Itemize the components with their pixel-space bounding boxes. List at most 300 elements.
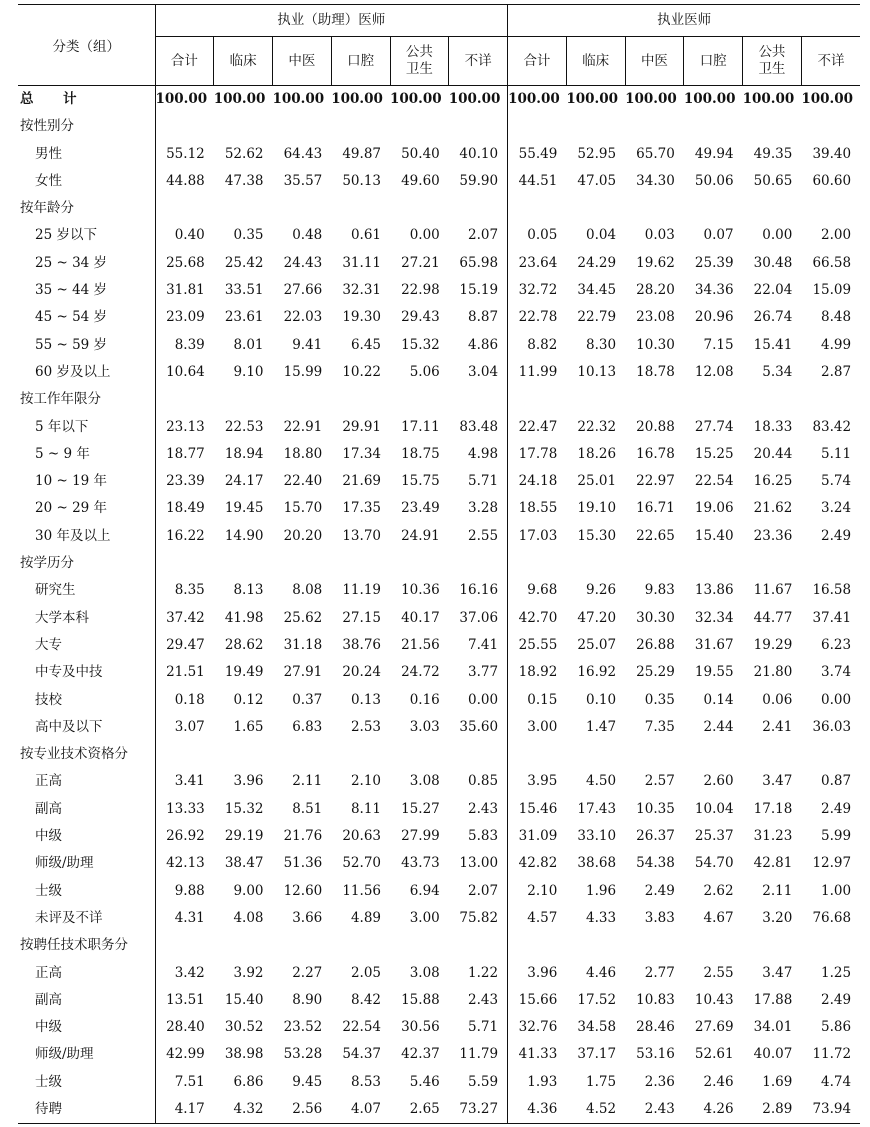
cell-value bbox=[743, 932, 802, 959]
cell-value bbox=[801, 195, 860, 222]
cell-value: 10.35 bbox=[636, 800, 675, 817]
table-row bbox=[18, 222, 860, 249]
cell-value: 21.51 bbox=[166, 664, 205, 681]
cell-value: 4.26 bbox=[684, 1096, 743, 1124]
cell-value: 7.51 bbox=[174, 1073, 205, 1090]
cell-value: 23.61 bbox=[224, 309, 264, 326]
row-label: 25 ~ 34 岁 bbox=[18, 250, 155, 277]
cell-value: 12.60 bbox=[283, 882, 323, 899]
cell-value: 16.25 bbox=[753, 473, 793, 490]
cell-value bbox=[214, 932, 273, 959]
cell-value: 42.81 bbox=[753, 855, 793, 872]
cell-value: 73.94 bbox=[801, 1096, 860, 1124]
cell-value: 21.80 bbox=[753, 664, 793, 681]
table-row bbox=[18, 960, 860, 987]
cell-value: 10.22 bbox=[342, 363, 381, 380]
cell-value: 64.43 bbox=[283, 145, 323, 162]
cell-value: 100.00 bbox=[508, 91, 560, 107]
cell-value bbox=[684, 386, 743, 413]
cell-value: 21.62 bbox=[753, 500, 793, 517]
cell-value: 19.10 bbox=[577, 500, 617, 517]
cell-value: 2.55 bbox=[703, 964, 734, 981]
cell-value: 28.20 bbox=[636, 282, 675, 299]
cell-value bbox=[801, 932, 860, 959]
cell-value: 35.60 bbox=[449, 714, 508, 741]
cell-value bbox=[684, 932, 743, 959]
row-label: 按学历分 bbox=[18, 550, 155, 577]
cell-value bbox=[449, 550, 508, 577]
cell-value: 8.30 bbox=[586, 336, 617, 353]
cell-value: 2.43 bbox=[625, 1096, 684, 1124]
cell-value: 35.57 bbox=[283, 172, 323, 189]
cell-value: 4.86 bbox=[449, 332, 508, 359]
cell-value: 39.40 bbox=[812, 145, 852, 162]
cell-value: 16.92 bbox=[577, 664, 617, 681]
cell-value: 2.11 bbox=[762, 882, 793, 899]
column-header-g2-3: 中医 bbox=[625, 37, 684, 86]
cell-value: 37.06 bbox=[449, 605, 508, 632]
row-label: 按性别分 bbox=[18, 113, 155, 140]
cell-value: 15.41 bbox=[753, 336, 793, 353]
cell-value: 25.01 bbox=[577, 473, 617, 490]
table-row bbox=[18, 250, 860, 277]
cell-value: 24.29 bbox=[577, 254, 617, 271]
cell-value: 4.57 bbox=[527, 909, 558, 926]
table-row bbox=[18, 1096, 860, 1124]
row-label: 女性 bbox=[18, 168, 155, 195]
cell-value: 100.00 bbox=[213, 91, 266, 107]
cell-value bbox=[566, 932, 625, 959]
table-row bbox=[18, 850, 860, 877]
cell-value: 25.42 bbox=[224, 254, 264, 271]
cell-value: 25.62 bbox=[283, 609, 323, 626]
column-header-g1-2: 临床 bbox=[214, 37, 273, 86]
cell-value: 19.45 bbox=[224, 500, 264, 517]
cell-value: 2.00 bbox=[821, 227, 852, 244]
cell-value: 2.53 bbox=[350, 718, 381, 735]
cell-value: 13.33 bbox=[166, 800, 205, 817]
cell-value: 3.42 bbox=[174, 964, 205, 981]
cell-value: 18.77 bbox=[166, 445, 205, 462]
cell-value: 10.04 bbox=[694, 800, 734, 817]
cell-value: 4.33 bbox=[586, 909, 617, 926]
cell-value: 24.91 bbox=[401, 527, 440, 544]
cell-value: 37.42 bbox=[166, 609, 205, 626]
cell-value: 3.77 bbox=[449, 659, 508, 686]
cell-value: 23.52 bbox=[283, 1019, 323, 1036]
cell-value: 44.77 bbox=[753, 609, 793, 626]
cell-value: 22.47 bbox=[518, 418, 558, 435]
cell-value: 27.91 bbox=[283, 664, 323, 681]
cell-value: 2.87 bbox=[821, 363, 852, 380]
cell-value bbox=[390, 195, 449, 222]
section-row bbox=[18, 386, 860, 413]
cell-value: 6.86 bbox=[233, 1073, 264, 1090]
cell-value: 8.82 bbox=[527, 336, 558, 353]
cell-value: 9.41 bbox=[292, 336, 323, 353]
cell-value: 3.24 bbox=[821, 500, 852, 517]
cell-value bbox=[331, 932, 390, 959]
cell-value: 5.86 bbox=[821, 1019, 852, 1036]
row-label: 士级 bbox=[18, 878, 155, 905]
cell-value: 50.65 bbox=[753, 172, 793, 189]
cell-value: 1.96 bbox=[586, 882, 617, 899]
cell-value: 5.59 bbox=[449, 1069, 508, 1096]
table-row bbox=[18, 796, 860, 823]
cell-value: 33.51 bbox=[224, 282, 264, 299]
table-row bbox=[18, 468, 860, 495]
cell-value: 4.98 bbox=[449, 441, 508, 468]
cell-value: 15.40 bbox=[694, 527, 734, 544]
cell-value: 3.41 bbox=[174, 773, 205, 790]
cell-value: 40.17 bbox=[401, 609, 440, 626]
cell-value: 3.74 bbox=[821, 664, 852, 681]
cell-value: 38.98 bbox=[224, 1046, 264, 1063]
cell-value: 65.70 bbox=[636, 145, 675, 162]
cell-value: 0.04 bbox=[586, 227, 617, 244]
cell-value: 100.00 bbox=[625, 91, 677, 107]
section-row bbox=[18, 113, 860, 140]
cell-value: 15.75 bbox=[401, 473, 440, 490]
cell-value: 24.43 bbox=[283, 254, 323, 271]
cell-value: 1.65 bbox=[233, 718, 264, 735]
cell-value: 24.18 bbox=[518, 473, 558, 490]
table-row bbox=[18, 1041, 860, 1068]
cell-value: 16.22 bbox=[166, 527, 205, 544]
table-row bbox=[18, 687, 860, 714]
cell-value: 33.10 bbox=[577, 828, 617, 845]
cell-value: 25.37 bbox=[694, 828, 734, 845]
cell-value bbox=[743, 741, 802, 768]
cell-value: 3.83 bbox=[644, 909, 675, 926]
cell-value: 5.71 bbox=[449, 468, 508, 495]
table-row bbox=[18, 823, 860, 850]
cell-value: 17.52 bbox=[577, 991, 617, 1008]
table-row bbox=[18, 632, 860, 659]
cell-value: 37.17 bbox=[577, 1046, 617, 1063]
row-label: 大学本科 bbox=[18, 605, 155, 632]
cell-value: 40.10 bbox=[449, 141, 508, 168]
cell-value bbox=[449, 195, 508, 222]
cell-value: 47.20 bbox=[577, 609, 617, 626]
cell-value: 54.70 bbox=[694, 855, 734, 872]
cell-value bbox=[625, 386, 684, 413]
cell-value: 10.83 bbox=[636, 991, 675, 1008]
cell-value: 19.30 bbox=[342, 309, 381, 326]
cell-value bbox=[566, 195, 625, 222]
row-label: 按年龄分 bbox=[18, 195, 155, 222]
table-row bbox=[18, 905, 860, 932]
cell-value: 100.00 bbox=[390, 91, 442, 107]
cell-value: 2.05 bbox=[350, 964, 381, 981]
cell-value: 22.65 bbox=[636, 527, 675, 544]
cell-value: 21.76 bbox=[283, 828, 323, 845]
cell-value: 18.78 bbox=[636, 363, 675, 380]
column-header-g2-4: 口腔 bbox=[684, 37, 743, 86]
cell-value bbox=[390, 741, 449, 768]
cell-value: 32.72 bbox=[518, 282, 558, 299]
row-label: 5 ~ 9 年 bbox=[18, 441, 155, 468]
cell-value: 1.69 bbox=[762, 1073, 793, 1090]
cell-value: 15.46 bbox=[518, 800, 558, 817]
cell-value bbox=[508, 741, 567, 768]
cell-value bbox=[390, 550, 449, 577]
cell-value: 18.94 bbox=[224, 445, 264, 462]
cell-value bbox=[273, 932, 332, 959]
cell-value: 2.57 bbox=[644, 773, 675, 790]
cell-value bbox=[508, 550, 567, 577]
cell-value: 18.55 bbox=[518, 500, 558, 517]
cell-value: 31.81 bbox=[166, 282, 205, 299]
cell-value: 11.56 bbox=[342, 882, 381, 899]
table-row bbox=[18, 523, 860, 550]
cell-value: 8.51 bbox=[292, 800, 323, 817]
cell-value: 0.48 bbox=[292, 227, 323, 244]
cell-value bbox=[155, 113, 214, 140]
row-label: 按聘任技术职务分 bbox=[18, 932, 155, 959]
cell-value: 49.94 bbox=[694, 145, 734, 162]
cell-value: 21.69 bbox=[342, 473, 381, 490]
cell-value: 27.21 bbox=[401, 254, 440, 271]
table-row bbox=[18, 359, 860, 386]
cell-value: 100.00 bbox=[742, 91, 795, 107]
cell-value: 19.49 bbox=[224, 664, 264, 681]
cell-value: 100.00 bbox=[683, 91, 736, 107]
cell-value: 27.99 bbox=[401, 828, 440, 845]
cell-value: 3.47 bbox=[762, 773, 793, 790]
cell-value: 29.43 bbox=[401, 309, 440, 326]
cell-value: 5.99 bbox=[821, 828, 852, 845]
column-header-g2-1: 合计 bbox=[508, 37, 567, 86]
cell-value: 66.58 bbox=[812, 254, 852, 271]
cell-value: 0.13 bbox=[350, 691, 381, 708]
table-row bbox=[18, 441, 860, 468]
cell-value: 0.05 bbox=[527, 227, 558, 244]
cell-value: 4.89 bbox=[350, 909, 381, 926]
row-label: 高中及以下 bbox=[18, 714, 155, 741]
cell-value bbox=[273, 550, 332, 577]
cell-value: 5.34 bbox=[762, 363, 793, 380]
cell-value: 2.27 bbox=[292, 964, 323, 981]
cell-value: 65.98 bbox=[449, 250, 508, 277]
cell-value bbox=[331, 113, 390, 140]
cell-value: 22.32 bbox=[577, 418, 617, 435]
cell-value: 22.54 bbox=[694, 473, 734, 490]
cell-value: 2.11 bbox=[292, 773, 323, 790]
cell-value: 22.40 bbox=[283, 473, 323, 490]
cell-value: 2.43 bbox=[449, 987, 508, 1014]
cell-value: 9.26 bbox=[586, 582, 617, 599]
cell-value: 43.73 bbox=[401, 855, 440, 872]
cell-value: 7.41 bbox=[449, 632, 508, 659]
table-row bbox=[18, 304, 860, 331]
cell-value: 34.58 bbox=[577, 1019, 617, 1036]
group-header-licensed-physicians: 执业医师 bbox=[508, 5, 861, 37]
table-row bbox=[18, 659, 860, 686]
table-row bbox=[18, 168, 860, 195]
cell-value bbox=[743, 195, 802, 222]
cell-value: 3.03 bbox=[409, 718, 440, 735]
cell-value: 4.46 bbox=[586, 964, 617, 981]
column-header-g1-4: 口腔 bbox=[331, 37, 390, 86]
cell-value: 40.07 bbox=[753, 1046, 793, 1063]
cell-value: 30.52 bbox=[224, 1019, 264, 1036]
cell-value bbox=[801, 386, 860, 413]
cell-value: 15.32 bbox=[401, 336, 440, 353]
cell-value: 73.27 bbox=[449, 1096, 508, 1124]
cell-value: 10.43 bbox=[694, 991, 734, 1008]
cell-value: 19.06 bbox=[694, 500, 734, 517]
cell-value bbox=[155, 386, 214, 413]
cell-value: 30.48 bbox=[753, 254, 793, 271]
physician-distribution-table bbox=[18, 4, 860, 1124]
cell-value: 8.08 bbox=[292, 582, 323, 599]
cell-value: 0.16 bbox=[409, 691, 440, 708]
cell-value: 14.90 bbox=[224, 527, 264, 544]
cell-value: 8.13 bbox=[233, 582, 264, 599]
cell-value: 15.19 bbox=[449, 277, 508, 304]
cell-value: 34.01 bbox=[753, 1019, 793, 1036]
cell-value: 34.30 bbox=[636, 172, 675, 189]
cell-value: 11.19 bbox=[342, 582, 381, 599]
cell-value: 52.95 bbox=[577, 145, 617, 162]
cell-value: 2.65 bbox=[390, 1096, 449, 1124]
column-header-g2-6: 不详 bbox=[801, 37, 860, 86]
cell-value: 3.00 bbox=[409, 909, 440, 926]
row-label: 60 岁及以上 bbox=[18, 359, 155, 386]
cell-value: 1.75 bbox=[586, 1073, 617, 1090]
cell-value: 5.11 bbox=[821, 445, 852, 462]
cell-value: 4.50 bbox=[586, 773, 617, 790]
cell-value: 8.90 bbox=[292, 991, 323, 1008]
cell-value: 2.77 bbox=[644, 964, 675, 981]
table-row bbox=[18, 277, 860, 304]
cell-value bbox=[449, 386, 508, 413]
cell-value bbox=[273, 113, 332, 140]
cell-value: 17.43 bbox=[577, 800, 617, 817]
cell-value bbox=[566, 550, 625, 577]
cell-value: 25.68 bbox=[166, 254, 205, 271]
row-label: 中级 bbox=[18, 1014, 155, 1041]
cell-value: 55.12 bbox=[166, 145, 205, 162]
cell-value: 12.97 bbox=[812, 855, 852, 872]
cell-value: 27.69 bbox=[694, 1019, 734, 1036]
cell-value: 53.28 bbox=[283, 1046, 323, 1063]
cell-value bbox=[273, 386, 332, 413]
cell-value: 26.37 bbox=[636, 828, 675, 845]
cell-value: 18.26 bbox=[577, 445, 617, 462]
cell-value: 100.00 bbox=[449, 86, 508, 114]
column-header-g1-5: 公共 卫生 bbox=[390, 37, 449, 86]
cell-value bbox=[684, 113, 743, 140]
cell-value: 3.95 bbox=[527, 773, 558, 790]
cell-value bbox=[625, 550, 684, 577]
cell-value: 2.10 bbox=[350, 773, 381, 790]
cell-value: 17.18 bbox=[753, 800, 793, 817]
cell-value: 24.72 bbox=[401, 664, 440, 681]
group-header-assistant-physicians: 执业（助理）医师 bbox=[155, 5, 508, 37]
row-label: 师级/助理 bbox=[18, 850, 155, 877]
cell-value: 27.66 bbox=[283, 282, 323, 299]
table-row bbox=[18, 987, 860, 1014]
cell-value: 41.33 bbox=[518, 1046, 558, 1063]
cell-value: 15.25 bbox=[694, 445, 734, 462]
cell-value: 9.83 bbox=[644, 582, 675, 599]
cell-value: 26.74 bbox=[753, 309, 793, 326]
cell-value: 29.47 bbox=[166, 636, 205, 653]
cell-value: 26.88 bbox=[636, 636, 675, 653]
cell-value: 17.88 bbox=[753, 991, 793, 1008]
row-label: 10 ~ 19 年 bbox=[18, 468, 155, 495]
cell-value: 100.00 bbox=[566, 91, 618, 107]
cell-value: 22.53 bbox=[224, 418, 264, 435]
column-header-g1-6: 不详 bbox=[449, 37, 508, 86]
cell-value: 38.68 bbox=[577, 855, 617, 872]
cell-value: 5.83 bbox=[449, 823, 508, 850]
cell-value: 20.88 bbox=[636, 418, 675, 435]
cell-value: 51.36 bbox=[283, 855, 323, 872]
cell-value: 42.13 bbox=[166, 855, 205, 872]
row-label: 按专业技术资格分 bbox=[18, 741, 155, 768]
cell-value: 76.68 bbox=[812, 909, 852, 926]
cell-value: 34.45 bbox=[577, 282, 617, 299]
cell-value: 6.45 bbox=[350, 336, 381, 353]
cell-value: 83.48 bbox=[449, 414, 508, 441]
cell-value: 4.67 bbox=[703, 909, 734, 926]
table-row bbox=[18, 878, 860, 905]
cell-value bbox=[625, 741, 684, 768]
cell-value: 15.30 bbox=[577, 527, 617, 544]
section-row bbox=[18, 550, 860, 577]
row-label: 研究生 bbox=[18, 577, 155, 604]
cell-value: 83.42 bbox=[812, 418, 852, 435]
cell-value: 49.60 bbox=[401, 172, 440, 189]
cell-value bbox=[155, 550, 214, 577]
section-row bbox=[18, 195, 860, 222]
cell-value: 38.76 bbox=[342, 636, 381, 653]
cell-value: 1.25 bbox=[821, 964, 852, 981]
cell-value: 2.49 bbox=[821, 527, 852, 544]
cell-value bbox=[390, 386, 449, 413]
cell-value: 2.62 bbox=[703, 882, 734, 899]
cell-value bbox=[273, 195, 332, 222]
cell-value: 100.00 bbox=[331, 91, 383, 107]
cell-value: 100.00 bbox=[155, 91, 208, 107]
cell-value: 30.56 bbox=[401, 1019, 440, 1036]
cell-value: 15.88 bbox=[401, 991, 440, 1008]
row-label: 55 ~ 59 岁 bbox=[18, 332, 155, 359]
cell-value: 44.88 bbox=[166, 172, 205, 189]
cell-value bbox=[449, 741, 508, 768]
cell-value: 6.94 bbox=[409, 882, 440, 899]
section-row bbox=[18, 932, 860, 959]
cell-value: 41.98 bbox=[224, 609, 264, 626]
cell-value: 3.92 bbox=[233, 964, 264, 981]
cell-value: 2.55 bbox=[449, 523, 508, 550]
column-header-g1-3: 中医 bbox=[273, 37, 332, 86]
cell-value: 50.13 bbox=[342, 172, 381, 189]
cell-value: 15.27 bbox=[401, 800, 440, 817]
cell-value bbox=[155, 932, 214, 959]
cell-value: 23.13 bbox=[166, 418, 205, 435]
cell-value: 22.03 bbox=[283, 309, 323, 326]
cell-value: 3.96 bbox=[527, 964, 558, 981]
cell-value: 38.47 bbox=[224, 855, 264, 872]
cell-value: 19.29 bbox=[753, 636, 793, 653]
cell-value: 3.08 bbox=[409, 773, 440, 790]
cell-value: 31.18 bbox=[283, 636, 323, 653]
row-label: 未评及不详 bbox=[18, 905, 155, 932]
